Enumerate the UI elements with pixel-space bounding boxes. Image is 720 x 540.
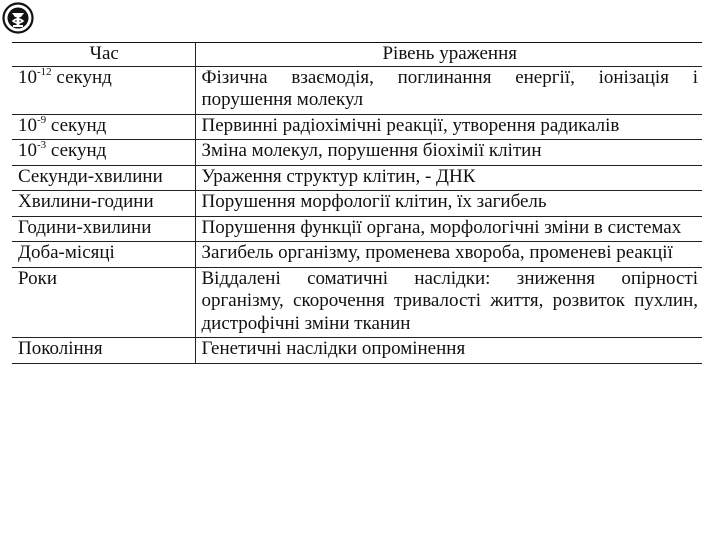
table-header-row: [12, 43, 702, 67]
table-row: [12, 140, 702, 166]
table-row: [12, 191, 702, 217]
radiation-damage-table: [12, 42, 702, 364]
level-cell: Порушення функції органа, морфологічні зміни в системах: [195, 216, 702, 242]
level-cell: Загибель організму, променева хвороба, променеві реакції: [195, 242, 702, 268]
table-row: [12, 114, 702, 140]
level-cell: Генетичні наслідки опромінення: [195, 338, 702, 364]
time-cell: $10^{-9}$ секунд: [12, 114, 195, 140]
table-row: [12, 165, 702, 191]
time-cell: Години-хвилини: [12, 216, 195, 242]
time-cell: $10^{-12}$ секунд: [12, 66, 195, 114]
level-cell: Зміна молекул, порушення біохімії клітин: [195, 140, 702, 166]
column-header-time: Час: [12, 43, 195, 67]
table-row: [12, 267, 702, 338]
time-cell: Доба-місяці: [12, 242, 195, 268]
level-cell: Первинні радіохімічні реакції, утворення радикалів: [195, 114, 702, 140]
time-cell: Роки: [12, 267, 195, 338]
level-cell: Віддалені соматичні наслідки: зниження опірності організму, скорочення тривалості життя, розвиток пухлин, дистрофічні зміни тканин: [195, 267, 702, 338]
time-cell: Покоління: [12, 338, 195, 364]
level-cell: Ураження структур клітин, - ДНК: [195, 165, 702, 191]
time-cell: Секунди-хвилини: [12, 165, 195, 191]
table-row: [12, 242, 702, 268]
time-cell: $10^{-3}$ секунд: [12, 140, 195, 166]
level-cell: Фізична взаємодія, поглинання енергії, іонізація і порушення молекул: [195, 66, 702, 114]
table-row: [12, 66, 702, 114]
medical-emblem-icon: [2, 2, 34, 34]
column-header-level: Рівень ураження: [195, 43, 702, 67]
table-row: [12, 216, 702, 242]
level-cell: Порушення морфології клітин, їх загибель: [195, 191, 702, 217]
time-cell: Хвилини-години: [12, 191, 195, 217]
table-row: [12, 338, 702, 364]
